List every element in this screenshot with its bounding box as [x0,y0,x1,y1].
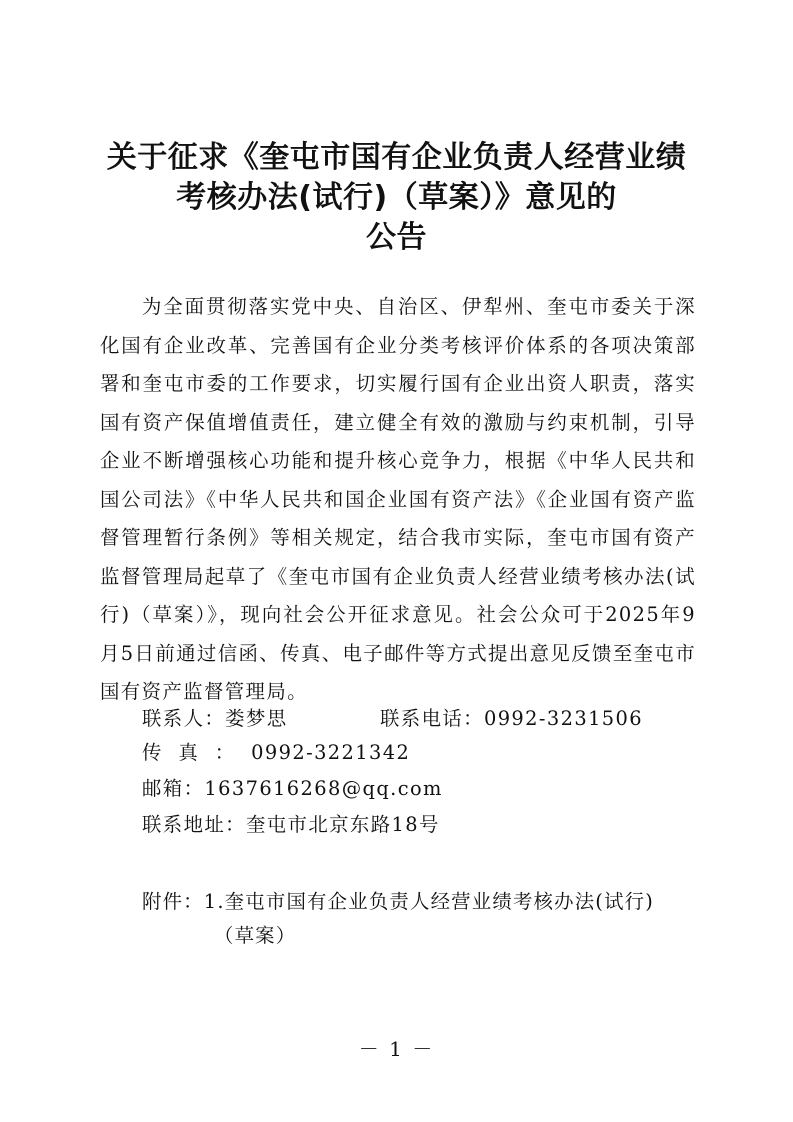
title-line-1: 关于征求《奎屯市国有企业负责人经营业绩 [106,140,687,175]
contact-address [142,810,440,840]
contact-fax-label: 传真： [142,741,252,764]
contact-person-value: 娄梦思 [225,707,288,730]
contact-phone [380,704,643,734]
contact-address-label: 联系地址： [142,813,246,836]
contact-fax [142,738,410,768]
contact-phone-value: 0992-3231506 [483,707,644,730]
contact-person-label: 联系人： [142,707,226,730]
contact-email [142,774,443,804]
body-paragraph: 为全面贯彻落实党中央、自治区、伊犁州、奎屯市委关于深化国有企业改革、完善国有企业分类考核评价体系的各项决策部署和奎屯市委的工作要求，切实履行国有企业出资人职责，落实国有资产保值增值责任，建立健全有效的激励与约束机制，引导企业不断增强核心功能和提升核心竞争力，根据《中华人民共和国公司法》《中华人民共和国企业国有资产法》《企业国有资产监督管理暂行条例》等相关规定，结合我市实际，奎屯市国有资产监督管理局起草了《奎屯市国有企业负责人经营业绩考核办法(试行)（草案）》，现向社会公开征求意见。社会公众可于2025年9月5日前通过信函、传真、电子邮件等方式提出意见反馈至奎屯市国有资产监督管理局。 [100,295,696,703]
attachment-section [142,885,702,953]
attachment-item-1: 1.奎屯市国有企业负责人经营业绩考核办法(试行) [203,890,655,913]
contact-address-value: 奎屯市北京东路18号 [245,813,440,836]
attachment-label: 附件： [142,890,204,913]
attachment-item-1-continuation: （草案） [214,924,297,947]
contact-email-value: 1637616268@qq.com [204,777,443,800]
title-line-3: 公告 [366,220,427,255]
title-line-2: 考核办法(试行)（草案）》意见的 [176,180,617,215]
page-number: － 1 － [358,1037,435,1061]
contact-fax-value: 0992-3221342 [251,741,411,764]
contact-email-label: 邮箱： [142,777,205,800]
contact-person [142,704,288,734]
contact-phone-label: 联系电话： [380,707,484,730]
